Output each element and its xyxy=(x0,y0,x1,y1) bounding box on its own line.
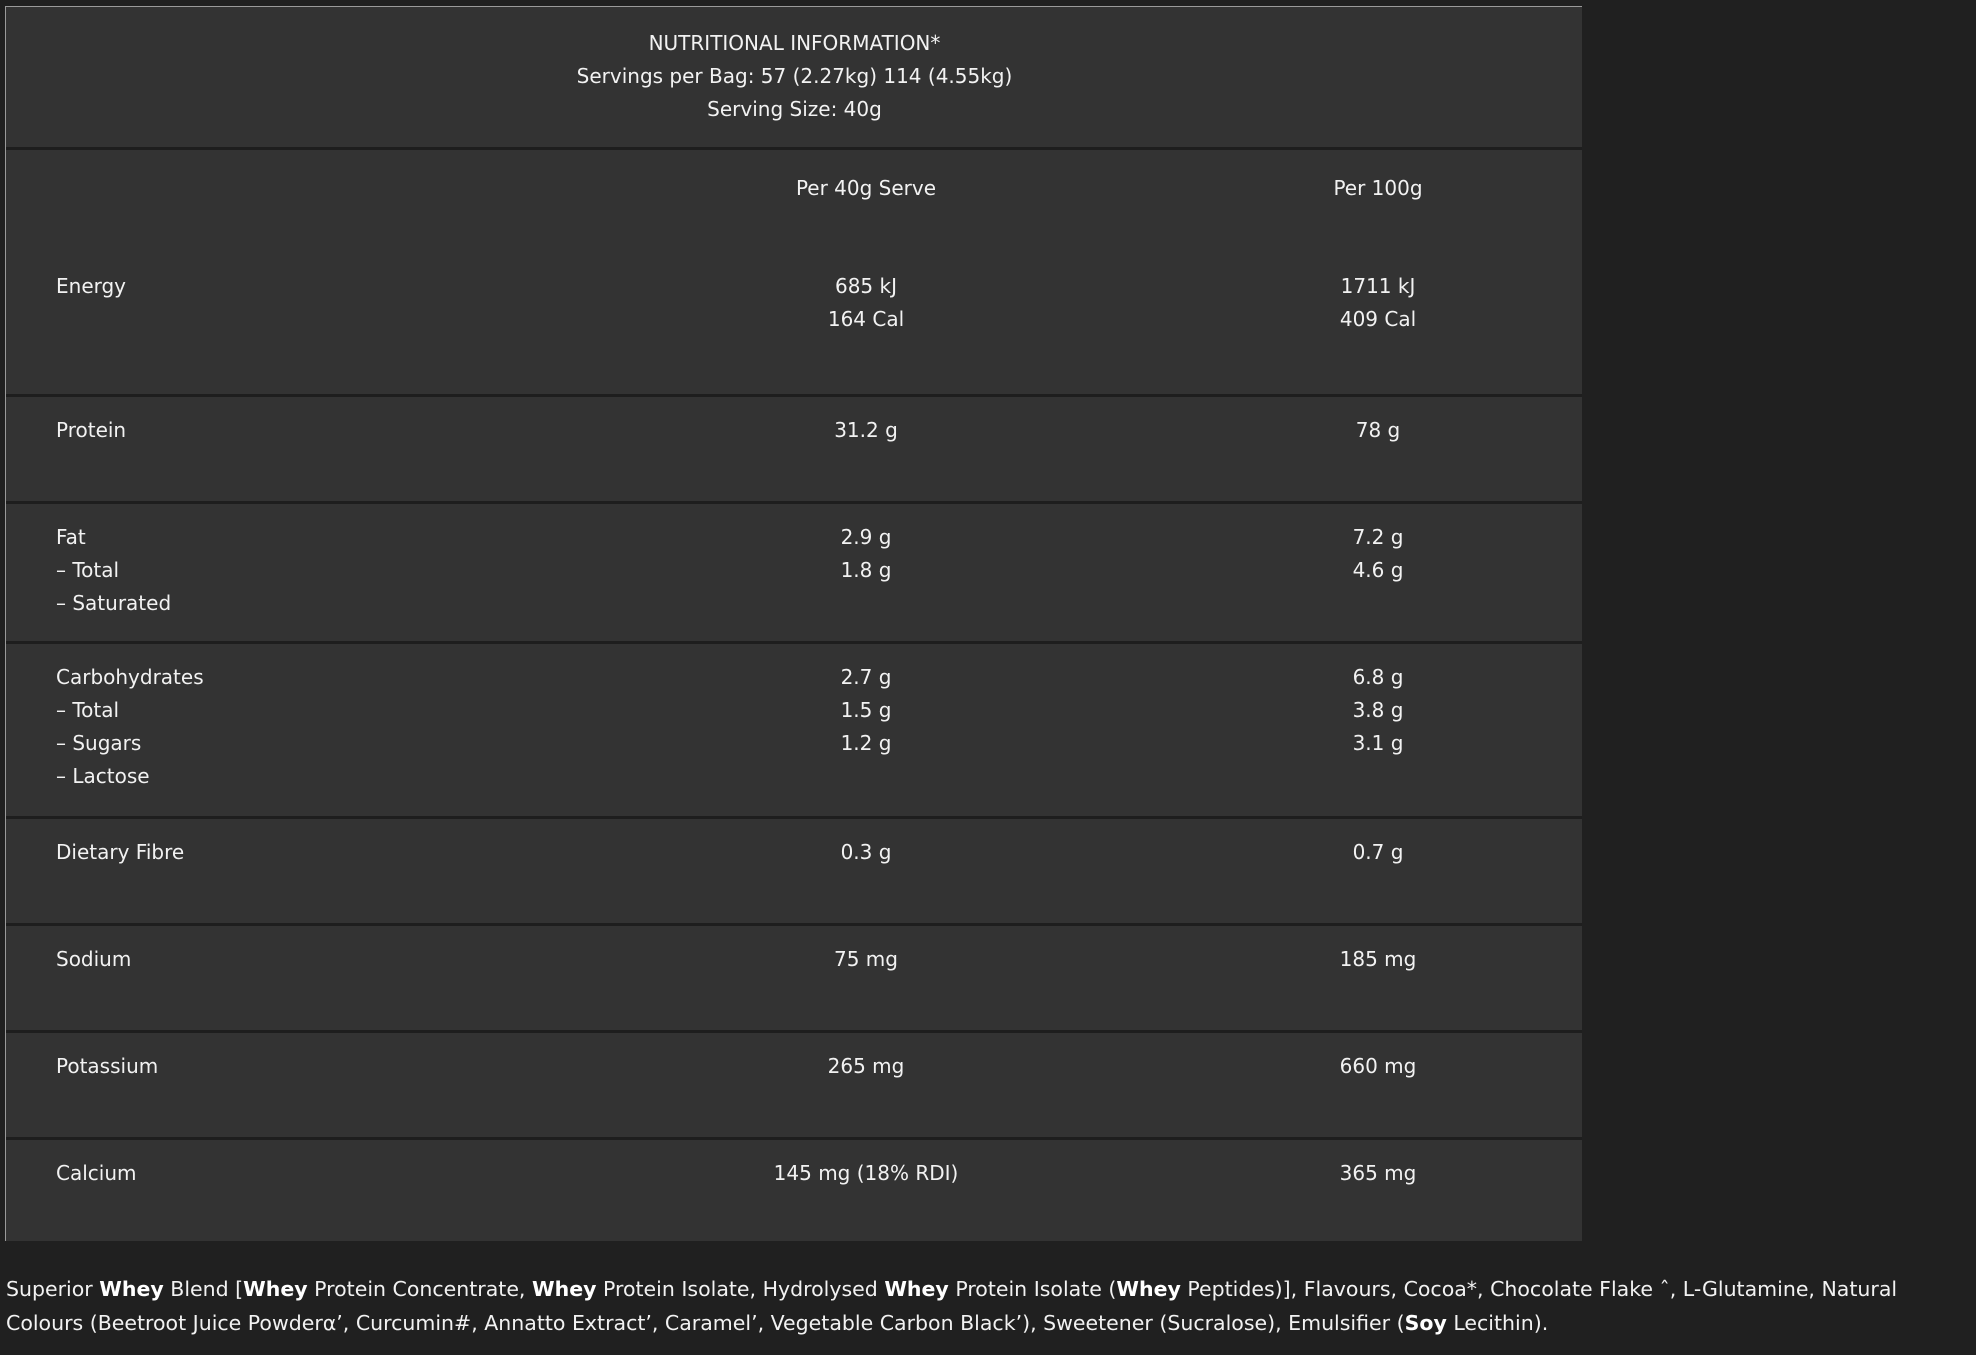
allergen-text: Whey xyxy=(531,1277,597,1301)
allergen-text: Whey xyxy=(1116,1277,1181,1301)
per-serve-value-line: 75 mg xyxy=(834,947,898,971)
table-heading-row xyxy=(6,7,1582,147)
nutrient-label-line: Calcium xyxy=(56,1161,137,1185)
nutrient-label xyxy=(56,661,204,793)
ingredient-text: Superior xyxy=(6,1277,100,1301)
nutrient-label-line: – Sugars xyxy=(56,731,142,755)
nutrient-label xyxy=(56,521,171,620)
per-serve-value xyxy=(666,270,1066,336)
per-100g-value xyxy=(1178,414,1578,447)
per-serve-value-line: 145 mg (18% RDI) xyxy=(773,1161,959,1185)
ingredients-text xyxy=(6,1272,1966,1340)
nutrient-row xyxy=(6,253,1582,394)
nutrient-rows xyxy=(6,253,1582,1244)
per-100g-value-line: 3.8 g xyxy=(1352,698,1404,722)
per-100g-value-line: 7.2 g xyxy=(1352,525,1404,549)
nutrient-label xyxy=(56,270,126,303)
per-serve-value-line: 685 kJ xyxy=(834,274,897,298)
nutrient-label-line: Sodium xyxy=(56,947,132,971)
nutrient-row xyxy=(6,501,1582,641)
column-header-per-100g: Per 100g xyxy=(1333,176,1423,200)
nutrient-row xyxy=(6,1137,1582,1244)
allergen-text: Whey xyxy=(884,1277,949,1301)
per-100g-value xyxy=(1178,1157,1578,1190)
per-serve-value xyxy=(666,1157,1066,1190)
per-100g-value-line: 365 mg xyxy=(1339,1161,1417,1185)
per-serve-value xyxy=(666,414,1066,447)
per-serve-value xyxy=(666,943,1066,976)
per-100g-value xyxy=(1178,270,1578,336)
ingredient-text: Blend [ xyxy=(163,1277,244,1301)
servings-per-bag: Servings per Bag: 57 (2.27kg) 114 (4.55kg) xyxy=(576,64,1013,88)
nutrient-label-line: – Lactose xyxy=(56,764,150,788)
serving-size: Serving Size: 40g xyxy=(707,97,882,121)
nutrient-row xyxy=(6,394,1582,501)
nutrient-row xyxy=(6,816,1582,923)
per-100g-value-line: 0.7 g xyxy=(1352,840,1404,864)
per-serve-value-line: 265 mg xyxy=(827,1054,905,1078)
per-100g-value-line: 4.6 g xyxy=(1352,558,1404,582)
nutrient-label-line: Dietary Fibre xyxy=(56,840,185,864)
per-100g-value xyxy=(1178,943,1578,976)
ingredient-text: Lecithin). xyxy=(1446,1311,1549,1335)
allergen-text: Whey xyxy=(99,1277,164,1301)
per-serve-value xyxy=(666,836,1066,869)
ingredient-text: Protein Concentrate, xyxy=(307,1277,532,1301)
nutrient-row xyxy=(6,1030,1582,1137)
per-serve-value-line: 1.8 g xyxy=(840,558,892,582)
per-serve-value-line: 2.9 g xyxy=(840,525,892,549)
per-serve-value-line: 1.2 g xyxy=(840,731,892,755)
per-serve-value-line: 0.3 g xyxy=(840,840,892,864)
nutrient-label-line: Fat xyxy=(56,525,86,549)
column-header-row xyxy=(6,147,1582,253)
per-100g-value-line: 185 mg xyxy=(1339,947,1417,971)
per-serve-value-line: 31.2 g xyxy=(834,418,898,442)
allergen-text: Whey xyxy=(243,1277,308,1301)
per-100g-value xyxy=(1178,1050,1578,1083)
per-100g-value-line: 1711 kJ xyxy=(1340,274,1416,298)
nutrient-label-line: Potassium xyxy=(56,1054,159,1078)
table-title: NUTRITIONAL INFORMATION* xyxy=(648,31,941,55)
nutrient-label-line: Protein xyxy=(56,418,127,442)
ingredient-text: Protein Isolate ( xyxy=(948,1277,1117,1301)
allergen-text: Soy xyxy=(1404,1311,1447,1335)
nutrient-label xyxy=(56,414,126,447)
nutrient-label xyxy=(56,943,131,976)
per-serve-value xyxy=(666,521,1066,587)
per-100g-value-line: 409 Cal xyxy=(1339,307,1417,331)
column-header-per-serve: Per 40g Serve xyxy=(795,176,937,200)
per-100g-value-line: 660 mg xyxy=(1339,1054,1417,1078)
nutrient-label-line: – Total xyxy=(56,698,120,722)
nutrient-label-line: – Saturated xyxy=(56,591,172,615)
per-serve-value-line: 1.5 g xyxy=(840,698,892,722)
per-serve-value-line: 164 Cal xyxy=(827,307,905,331)
nutrient-label-line: Energy xyxy=(56,274,127,298)
per-100g-value xyxy=(1178,661,1578,760)
nutrition-table xyxy=(5,6,1582,1241)
per-serve-value xyxy=(666,661,1066,760)
ingredient-text: Protein Isolate, Hydrolysed xyxy=(596,1277,885,1301)
per-100g-value-line: 6.8 g xyxy=(1352,665,1404,689)
ingredient-text: Peptides)], Flavours, Cocoa*, Chocolate Flake ˆ, L-Glutamine, Natural Colours (Beetroot Juice Powderα’, Curcumin#, Annatto Extract’, Caramel’, Vegetable Carbon Black’), Sweetener (Sucralose), Emulsifier ( xyxy=(6,1277,1898,1335)
per-100g-value-line: 3.1 g xyxy=(1352,731,1404,755)
nutrient-row xyxy=(6,923,1582,1030)
nutrient-label xyxy=(56,1157,137,1190)
nutrient-label-line: Carbohydrates xyxy=(56,665,204,689)
per-100g-value-line: 78 g xyxy=(1355,418,1401,442)
nutrient-label xyxy=(56,836,184,869)
table-heading xyxy=(6,27,1583,126)
nutrient-label-line: – Total xyxy=(56,558,120,582)
nutrient-row xyxy=(6,641,1582,816)
per-100g-value xyxy=(1178,836,1578,869)
per-100g-value xyxy=(1178,521,1578,587)
per-serve-value xyxy=(666,1050,1066,1083)
per-serve-value-line: 2.7 g xyxy=(840,665,892,689)
nutrient-label xyxy=(56,1050,158,1083)
